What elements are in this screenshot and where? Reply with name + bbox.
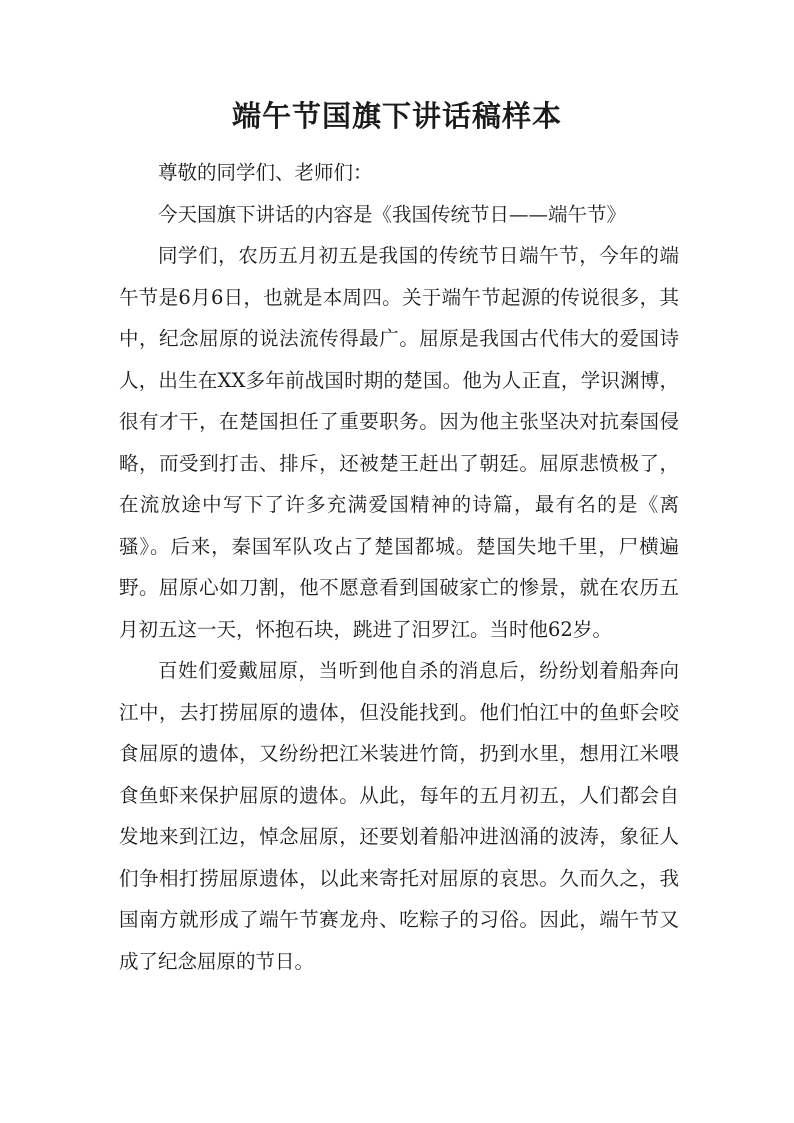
body-paragraph: 同学们，农历五月初五是我国的传统节日端午节，今年的端午节是6月6日，也就是本周四。关于端午节起源的传说很多，其中，纪念屈原的说法流传得最广。屈原是我国古代伟大的爱国诗人，出生在XX多年前战国时期的楚国。他为人正直，学识渊博，很有才干，在楚国担任了重要职务。因为他主张坚决对抗秦国侵略，而受到打击、排斥，还被楚王赶出了朝廷。屈原悲愤极了，在流放途中写下了许多充满爱国精神的诗篇，最有名的是《离骚》。后来，秦国军队攻占了楚国都城。楚国失地千里，尸横遍野。屈原心如刀割，他不愿意看到国破家亡的惨景，就在农历五月初五这一天，怀抱石块，跳进了汨罗江。当时他62岁。 [119, 244, 679, 641]
document-title: 端午节国旗下讲话稿样本 [231, 99, 562, 133]
salutation-paragraph: 尊敬的同学们、老师们： [158, 161, 373, 184]
topic-paragraph: 今天国旗下讲话的内容是《我国传统节日——端午节》 [158, 202, 627, 226]
document-body [119, 152, 679, 982]
body-paragraph: 百姓们爱戴屈原，当听到他自杀的消息后，纷纷划着船奔向江中，去打捞屈原的遗体，但没能找到。他们怕江中的鱼虾会咬食屈原的遗体，又纷纷把江米装进竹筒，扔到水里，想用江米喂食鱼虾来保护屈原的遗体。从此，每年的五月初五，人们都会自发地来到江边，悼念屈原，还要划着船冲进汹涌的波涛，象征人们争相打捞屈原遗体，以此来寄托对屈原的哀思。久而久之，我国南方就形成了端午节赛龙舟、吃粽子的习俗。因此，端午节又成了纪念屈原的节日。 [119, 659, 679, 973]
